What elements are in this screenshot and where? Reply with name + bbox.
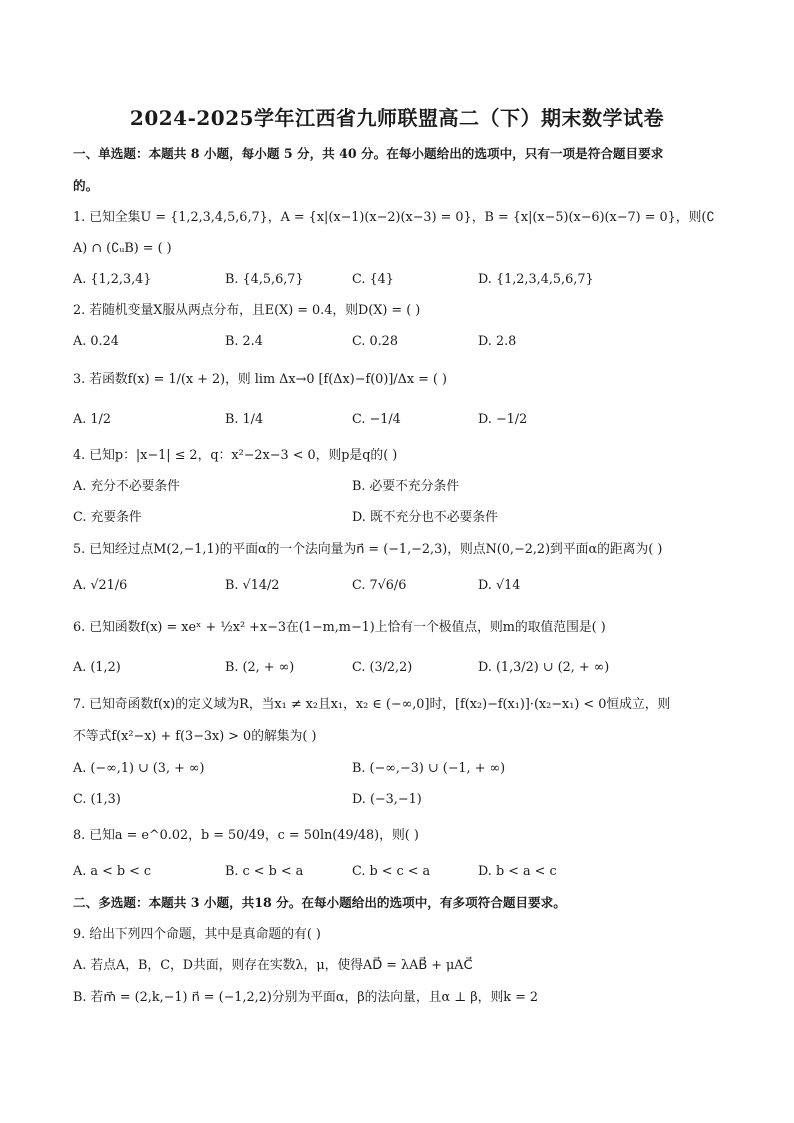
q3-stem: 3. 若函数f(x) = 1/(x + 2)，则 lim Δx→0 [f(Δx)−f(0)]/Δx = ( ) [73, 372, 447, 387]
q9-stem: 9. 给出下列四个命题，其中是真命题的有( ) [73, 927, 321, 942]
q7-options-row2 [0, 792, 794, 814]
section-1-heading-line2: 的。 [73, 178, 99, 193]
q3-option-c[interactable]: C. −1/4 [352, 412, 401, 427]
q3-option-d[interactable]: D. −1/2 [478, 412, 528, 427]
q6-option-a[interactable]: A. (1,2) [73, 660, 121, 675]
q7-stem-line2: 不等式f(x²−x) + f(3−3x) > 0的解集为( ) [73, 729, 317, 744]
q3-options [0, 412, 794, 434]
q7-options-row1 [0, 761, 794, 783]
q5-stem: 5. 已知经过点M(2,−1,1)的平面α的一个法向量为n⃗ = (−1,−2,3)，则点N(0,−2,2)到平面α的距离为( ) [73, 542, 663, 557]
q1-option-c[interactable]: C. {4} [352, 272, 394, 287]
q4-option-b[interactable]: B. 必要不充分条件 [352, 479, 460, 494]
q8-option-a[interactable]: A. a < b < c [73, 864, 152, 879]
q3-option-a[interactable]: A. 1/2 [73, 412, 111, 427]
q8-options [0, 864, 794, 886]
q4-options-row2 [0, 510, 794, 532]
q5-option-c[interactable]: C. 7√6/6 [352, 578, 407, 593]
q5-option-b[interactable]: B. √14/2 [225, 578, 280, 593]
q7-stem-line1: 7. 已知奇函数f(x)的定义域为R，当x₁ ≠ x₂且x₁，x₂ ∈ (−∞,0]时，[f(x₂)−f(x₁)]·(x₂−x₁) < 0恒成立，则 [73, 697, 671, 712]
section-1-heading-line1: 一、单选题：本题共 8 小题，每小题 5 分，共 40 分。在每小题给出的选项中，只有一项是符合题目要求 [73, 146, 664, 161]
q1-stem-line2: A) ∩ (∁ᵤB) = ( ) [73, 241, 172, 256]
q1-option-a[interactable]: A. {1,2,3,4} [73, 272, 152, 287]
q4-stem: 4. 已知p：|x−1| ≤ 2，q：x²−2x−3 < 0，则p是q的( ) [73, 448, 398, 463]
q6-options [0, 660, 794, 682]
q7-option-d[interactable]: D. (−3,−1) [352, 792, 422, 807]
q2-option-a[interactable]: A. 0.24 [73, 334, 119, 349]
q8-option-d[interactable]: D. b < a < c [478, 864, 557, 879]
q1-options [0, 272, 794, 294]
q8-option-c[interactable]: C. b < c < a [352, 864, 431, 879]
q2-options [0, 334, 794, 356]
q4-option-a[interactable]: A. 充分不必要条件 [73, 479, 180, 494]
q4-options-row1 [0, 479, 794, 501]
q6-stem: 6. 已知函数f(x) = xeˣ + ½x² +x−3在(1−m,m−1)上恰有一个极值点，则m的取值范围是( ) [73, 620, 606, 635]
q2-stem: 2. 若随机变量X服从两点分布，且E(X) = 0.4，则D(X) = ( ) [73, 303, 421, 318]
q2-option-b[interactable]: B. 2.4 [225, 334, 263, 349]
q8-option-b[interactable]: B. c < b < a [225, 864, 304, 879]
q1-option-d[interactable]: D. {1,2,3,4,5,6,7} [478, 272, 594, 287]
q2-option-d[interactable]: D. 2.8 [478, 334, 517, 349]
q3-option-b[interactable]: B. 1/4 [225, 412, 264, 427]
q7-option-b[interactable]: B. (−∞,−3) ∪ (−1, + ∞) [352, 761, 506, 776]
q6-option-c[interactable]: C. (3/2,2) [352, 660, 413, 675]
section-2-heading: 二、多选题：本题共 3 小题，共18 分。在每小题给出的选项中，有多项符合题目要求。 [73, 895, 566, 910]
q7-option-a[interactable]: A. (−∞,1) ∪ (3, + ∞) [73, 761, 205, 776]
q7-option-c[interactable]: C. (1,3) [73, 792, 121, 807]
q6-option-b[interactable]: B. (2, + ∞) [225, 660, 295, 675]
q8-stem: 8. 已知a = e^0.02，b = 50/49，c = 50ln(49/48)，则( ) [73, 828, 419, 843]
q1-stem-line1: 1. 已知全集U = {1,2,3,4,5,6,7}，A = {x|(x−1)(x−2)(x−3) = 0}，B = {x|(x−5)(x−6)(x−7) = 0}，则(∁ [73, 210, 715, 225]
q6-option-d[interactable]: D. (1,3/2) ∪ (2, + ∞) [478, 660, 610, 675]
q2-option-c[interactable]: C. 0.28 [352, 334, 398, 349]
q4-option-d[interactable]: D. 既不充分也不必要条件 [352, 510, 498, 525]
q9-option-a[interactable]: A. 若点A，B，C，D共面，则存在实数λ，μ，使得AD⃗ = λAB⃗ + μAC⃗ [73, 958, 473, 973]
q4-option-c[interactable]: C. 充要条件 [73, 510, 142, 525]
q5-options [0, 578, 794, 600]
page-title: 2024-2025学年江西省九师联盟高二（下）期末数学试卷 [129, 106, 665, 130]
q5-option-a[interactable]: A. √21/6 [73, 578, 128, 593]
q1-option-b[interactable]: B. {4,5,6,7} [225, 272, 304, 287]
q9-option-b[interactable]: B. 若m⃗ = (2,k,−1) n⃗ = (−1,2,2)分别为平面α，β的法向量，且α ⊥ β，则k = 2 [73, 990, 539, 1005]
q5-option-d[interactable]: D. √14 [478, 578, 521, 593]
